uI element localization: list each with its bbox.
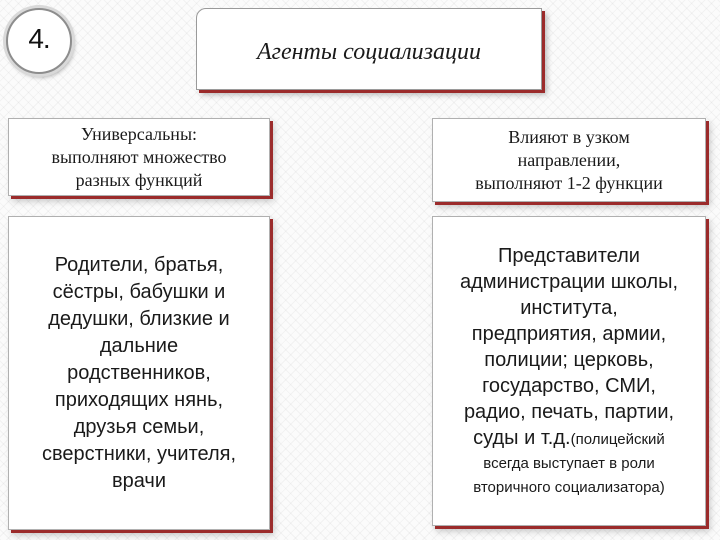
header-line: направлении,	[517, 149, 621, 170]
universal-agents-list	[42, 252, 236, 495]
narrow-agents-header-box	[432, 118, 706, 202]
header-line: разных функций	[75, 169, 203, 190]
list-line: сверстники, учителя,	[41, 442, 237, 465]
list-line: дальние	[99, 334, 179, 357]
list-line	[460, 425, 678, 452]
title-box	[196, 8, 542, 90]
narrow-agents-header	[475, 126, 662, 195]
list-line: администрации школы,	[460, 270, 678, 293]
narrow-agents-list-box	[432, 216, 706, 526]
header-line: Влияют в узком	[508, 126, 630, 147]
list-line: приходящих нянь,	[54, 388, 224, 411]
list-line: государство, СМИ,	[482, 374, 656, 397]
police-note-start: (полицейский	[570, 430, 665, 448]
header-line: выполняют множество	[51, 146, 227, 167]
slide-number: 4.	[28, 23, 50, 54]
list-line: родственников,	[67, 361, 211, 384]
list-line: полиции; церковь,	[484, 348, 654, 371]
list-line-main: суды и т.д.	[473, 426, 571, 449]
list-line: врачи	[111, 469, 166, 492]
list-line: Представители	[498, 244, 640, 267]
universal-agents-header	[52, 123, 227, 192]
list-line: предприятия, армии,	[471, 322, 667, 345]
police-note-line: всегда выступает в роли	[483, 454, 655, 472]
header-line: выполняют 1-2 функции	[475, 172, 663, 193]
list-line: дедушки, близкие и	[48, 307, 230, 330]
list-line: радио, печать, партии,	[463, 400, 675, 423]
list-line: друзья семьи,	[73, 415, 205, 438]
list-line: института,	[520, 296, 618, 319]
list-line: Родители, братья,	[54, 253, 224, 276]
slide-number-badge	[6, 8, 72, 74]
police-note-line: вторичного социализатора)	[473, 478, 665, 496]
list-line: сёстры, бабушки и	[52, 280, 226, 303]
slide-title: Агенты социализации	[256, 38, 482, 65]
narrow-agents-list	[460, 243, 678, 500]
universal-agents-header-box	[8, 118, 270, 196]
universal-agents-list-box	[8, 216, 270, 530]
header-line: Универсальны:	[80, 123, 198, 144]
